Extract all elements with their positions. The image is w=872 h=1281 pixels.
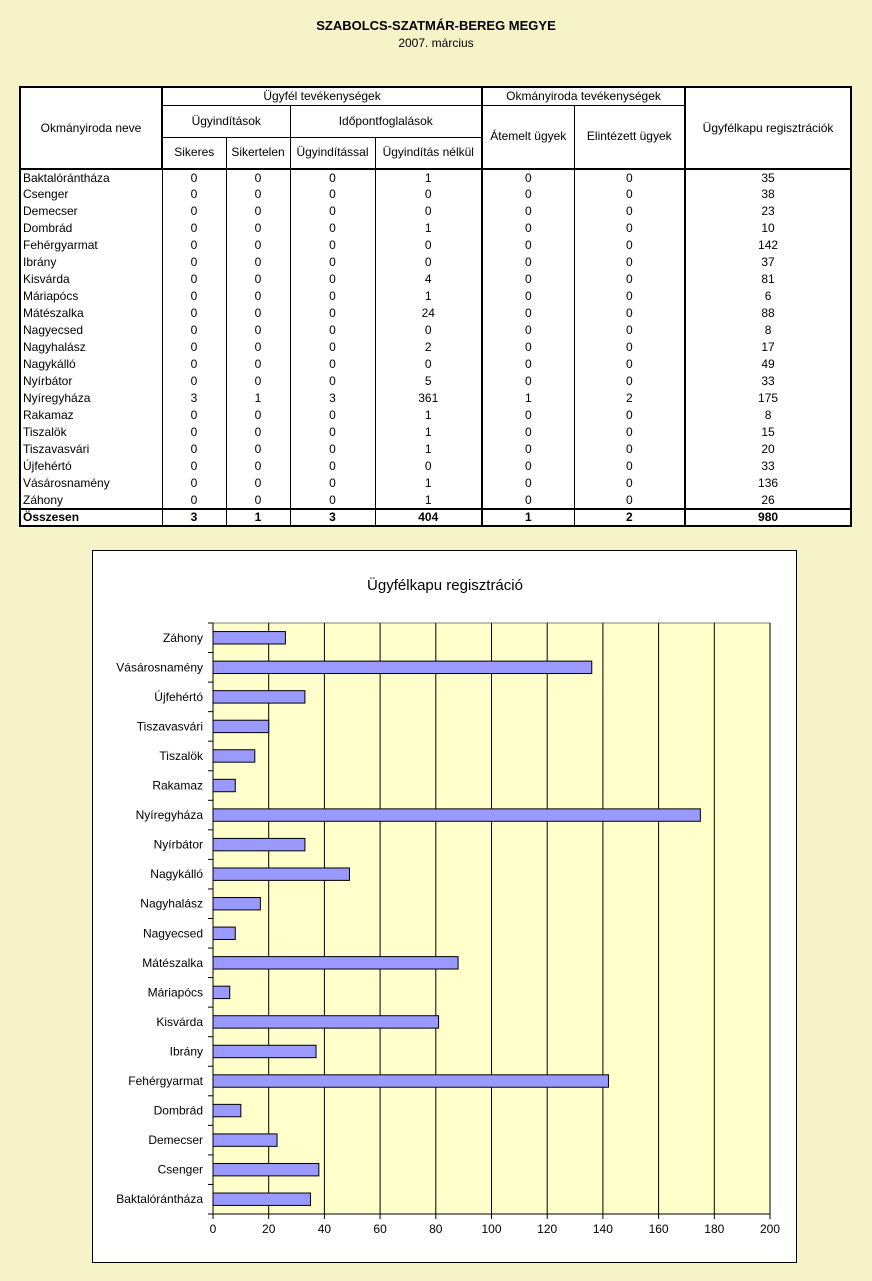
value-cell: 0 [574, 237, 685, 254]
value-cell: 0 [482, 356, 574, 373]
office-name-cell: Vásárosnamény [20, 475, 162, 492]
value-cell: 0 [290, 237, 375, 254]
office-name-cell: Dombrád [20, 220, 162, 237]
value-cell: 0 [290, 288, 375, 305]
value-cell: 10 [685, 220, 851, 237]
value-cell: 0 [482, 237, 574, 254]
bar-chart [93, 551, 798, 1264]
table-row [20, 186, 851, 203]
value-cell: 0 [482, 458, 574, 475]
value-cell: 0 [226, 254, 290, 271]
value-cell: 35 [685, 169, 851, 186]
value-cell: 0 [162, 186, 226, 203]
x-tick-label: 60 [373, 1222, 387, 1236]
office-name-cell: Mátészalka [20, 305, 162, 322]
table-row [20, 220, 851, 237]
header-fail: Sikertelen [226, 137, 290, 169]
value-cell: 0 [290, 407, 375, 424]
value-cell: 0 [290, 186, 375, 203]
bar-nagyecsed [213, 927, 235, 939]
value-cell: 0 [162, 271, 226, 288]
office-name-cell: Demecser [20, 203, 162, 220]
office-name-cell: Nagyhalász [20, 339, 162, 356]
value-cell: 0 [482, 271, 574, 288]
x-tick-label: 120 [537, 1222, 558, 1236]
value-cell: 0 [162, 305, 226, 322]
value-cell: 0 [574, 458, 685, 475]
office-name-cell: Máriapócs [20, 288, 162, 305]
value-cell: 1 [482, 509, 574, 526]
office-name-cell: Újfehértó [20, 458, 162, 475]
table-row [20, 458, 851, 475]
y-tick-label: Dombrád [153, 1103, 203, 1118]
value-cell: 0 [162, 475, 226, 492]
value-cell: 0 [290, 373, 375, 390]
value-cell: 0 [482, 475, 574, 492]
value-cell: 0 [290, 475, 375, 492]
value-cell: 0 [482, 203, 574, 220]
value-cell: 1 [375, 424, 482, 441]
value-cell: 1 [375, 220, 482, 237]
value-cell: 0 [226, 271, 290, 288]
value-cell: 0 [226, 203, 290, 220]
header-without-init: Ügyindítás nélkül [375, 137, 482, 169]
value-cell: 20 [685, 441, 851, 458]
value-cell: 980 [685, 509, 851, 526]
value-cell: 1 [375, 441, 482, 458]
value-cell: 0 [226, 475, 290, 492]
office-name-cell: Rakamaz [20, 407, 162, 424]
value-cell: 0 [162, 203, 226, 220]
value-cell: 0 [574, 441, 685, 458]
header-client-activities: Ügyfél tevékenységek [162, 87, 482, 105]
bar-mátészalka [213, 957, 458, 969]
value-cell: 0 [574, 407, 685, 424]
value-cell: 24 [375, 305, 482, 322]
page-title: SZABOLCS-SZATMÁR-BEREG MEGYE [316, 18, 556, 33]
table-row [20, 305, 851, 322]
value-cell: 142 [685, 237, 851, 254]
header-bookings: Időpontfoglalások [290, 105, 482, 137]
x-tick-label: 0 [209, 1222, 217, 1236]
value-cell: 0 [574, 492, 685, 509]
header-office-activities: Okmányiroda tevékenységek [482, 87, 685, 105]
value-cell: 1 [226, 509, 290, 526]
value-cell: 0 [482, 407, 574, 424]
value-cell: 361 [375, 390, 482, 407]
bar-rakamaz [213, 779, 235, 791]
office-name-cell: Baktalórántháza [20, 169, 162, 186]
value-cell: 0 [574, 305, 685, 322]
value-cell: 0 [162, 169, 226, 186]
value-cell: 0 [375, 237, 482, 254]
value-cell: 0 [574, 254, 685, 271]
y-tick-label: Fehérgyarmat [128, 1074, 203, 1089]
bar-ibrány [213, 1045, 316, 1057]
value-cell: 17 [685, 339, 851, 356]
bar-tiszavasvári [213, 720, 269, 732]
x-tick-label: 200 [759, 1222, 781, 1236]
value-cell: 0 [574, 424, 685, 441]
value-cell: 0 [162, 441, 226, 458]
value-cell: 0 [574, 288, 685, 305]
office-name-cell: Összesen [20, 509, 162, 526]
office-name-cell: Tiszavasvári [20, 441, 162, 458]
bar-fehérgyarmat [213, 1075, 608, 1087]
y-tick-label: Nyíregyháza [135, 808, 203, 823]
value-cell: 0 [162, 407, 226, 424]
value-cell: 37 [685, 254, 851, 271]
value-cell: 0 [482, 288, 574, 305]
value-cell: 3 [162, 509, 226, 526]
value-cell: 404 [375, 509, 482, 526]
value-cell: 0 [482, 424, 574, 441]
bar-vásárosnamény [213, 661, 592, 673]
value-cell: 0 [162, 339, 226, 356]
value-cell: 0 [574, 169, 685, 186]
value-cell: 2 [574, 390, 685, 407]
table-row [20, 322, 851, 339]
value-cell: 0 [375, 254, 482, 271]
bar-záhony [213, 632, 285, 644]
x-tick-label: 180 [704, 1222, 725, 1236]
value-cell: 0 [375, 186, 482, 203]
header-initiations: Ügyindítások [162, 105, 290, 137]
table-row [20, 373, 851, 390]
y-tick-label: Mátészalka [142, 955, 203, 970]
value-cell: 0 [162, 458, 226, 475]
value-cell: 8 [685, 407, 851, 424]
value-cell: 5 [375, 373, 482, 390]
value-cell: 0 [162, 373, 226, 390]
value-cell: 1 [226, 390, 290, 407]
value-cell: 2 [574, 509, 685, 526]
x-tick-label: 80 [429, 1222, 443, 1236]
value-cell: 1 [375, 407, 482, 424]
value-cell: 0 [226, 322, 290, 339]
y-tick-label: Kisvárda [156, 1014, 203, 1029]
office-name-cell: Nagyecsed [20, 322, 162, 339]
value-cell: 0 [375, 356, 482, 373]
bar-demecser [213, 1134, 277, 1146]
value-cell: 0 [574, 475, 685, 492]
value-cell: 0 [226, 424, 290, 441]
value-cell: 0 [226, 305, 290, 322]
value-cell: 1 [375, 169, 482, 186]
y-tick-label: Újfehértó [154, 689, 203, 704]
value-cell: 0 [574, 356, 685, 373]
bar-újfehértó [213, 691, 305, 703]
value-cell: 1 [375, 475, 482, 492]
office-name-cell: Csenger [20, 186, 162, 203]
y-tick-label: Nagyecsed [142, 926, 203, 941]
value-cell: 1 [375, 492, 482, 509]
chart-container [92, 550, 797, 1263]
table-row [20, 254, 851, 271]
x-tick-label: 100 [481, 1222, 502, 1236]
value-cell: 0 [482, 441, 574, 458]
value-cell: 0 [574, 322, 685, 339]
value-cell: 26 [685, 492, 851, 509]
value-cell: 49 [685, 356, 851, 373]
table-row [20, 237, 851, 254]
value-cell: 0 [290, 356, 375, 373]
table-row [20, 271, 851, 288]
bar-nagyhalász [213, 898, 260, 910]
table-row [20, 475, 851, 492]
value-cell: 0 [226, 169, 290, 186]
value-cell: 1 [482, 390, 574, 407]
office-name-cell: Nagykálló [20, 356, 162, 373]
header-with-init: Ügyindítással [290, 137, 375, 169]
y-tick-label: Rakamaz [152, 778, 203, 793]
value-cell: 0 [482, 220, 574, 237]
value-cell: 0 [290, 254, 375, 271]
office-name-cell: Nyírbátor [20, 373, 162, 390]
y-tick-label: Baktalórántháza [116, 1192, 203, 1207]
value-cell: 0 [162, 356, 226, 373]
value-cell: 4 [375, 271, 482, 288]
value-cell: 0 [482, 373, 574, 390]
value-cell: 81 [685, 271, 851, 288]
x-tick-label: 20 [262, 1222, 276, 1236]
value-cell: 0 [226, 373, 290, 390]
value-cell: 0 [162, 322, 226, 339]
header-success: Sikeres [162, 137, 226, 169]
office-name-cell: Fehérgyarmat [20, 237, 162, 254]
value-cell: 6 [685, 288, 851, 305]
value-cell: 3 [290, 390, 375, 407]
value-cell: 88 [685, 305, 851, 322]
bar-kisvárda [213, 1016, 439, 1028]
value-cell: 0 [482, 186, 574, 203]
value-cell: 0 [290, 458, 375, 475]
y-tick-label: Nagyhalász [140, 896, 203, 911]
value-cell: 0 [482, 492, 574, 509]
bar-máriapócs [213, 986, 230, 998]
value-cell: 0 [290, 322, 375, 339]
office-name-cell: Ibrány [20, 254, 162, 271]
value-cell: 0 [290, 203, 375, 220]
value-cell: 0 [226, 458, 290, 475]
office-name-cell: Záhony [20, 492, 162, 509]
value-cell: 23 [685, 203, 851, 220]
value-cell: 1 [375, 288, 482, 305]
value-cell: 0 [375, 458, 482, 475]
value-cell: 0 [162, 237, 226, 254]
bar-baktalórántháza [213, 1193, 310, 1205]
value-cell: 0 [482, 305, 574, 322]
value-cell: 0 [290, 441, 375, 458]
value-cell: 0 [226, 492, 290, 509]
bar-csenger [213, 1163, 319, 1175]
value-cell: 15 [685, 424, 851, 441]
chart-title: Ügyfélkapu regisztráció [367, 577, 523, 594]
header-office-name: Okmányiroda neve [20, 87, 162, 169]
value-cell: 3 [290, 509, 375, 526]
value-cell: 175 [685, 390, 851, 407]
bar-nagykálló [213, 868, 349, 880]
total-row [20, 509, 851, 526]
value-cell: 33 [685, 373, 851, 390]
table-row [20, 356, 851, 373]
value-cell: 38 [685, 186, 851, 203]
value-cell: 0 [574, 373, 685, 390]
statistics-table [19, 86, 852, 527]
y-tick-label: Máriapócs [147, 985, 203, 1000]
table-row [20, 339, 851, 356]
value-cell: 136 [685, 475, 851, 492]
y-tick-label: Ibrány [169, 1044, 203, 1059]
value-cell: 0 [290, 424, 375, 441]
value-cell: 0 [290, 305, 375, 322]
value-cell: 0 [226, 237, 290, 254]
table-row [20, 492, 851, 509]
value-cell: 0 [375, 322, 482, 339]
value-cell: 0 [574, 203, 685, 220]
value-cell: 0 [290, 169, 375, 186]
value-cell: 2 [375, 339, 482, 356]
value-cell: 0 [375, 203, 482, 220]
table-row [20, 390, 851, 407]
value-cell: 0 [574, 339, 685, 356]
bar-dombrád [213, 1104, 241, 1116]
value-cell: 0 [482, 254, 574, 271]
value-cell: 0 [574, 271, 685, 288]
x-tick-label: 40 [317, 1222, 332, 1236]
value-cell: 3 [162, 390, 226, 407]
value-cell: 0 [162, 492, 226, 509]
value-cell: 0 [290, 339, 375, 356]
header-registrations: Ügyfélkapu regisztrációk [685, 87, 851, 169]
value-cell: 33 [685, 458, 851, 475]
value-cell: 0 [162, 220, 226, 237]
value-cell: 0 [574, 186, 685, 203]
value-cell: 0 [162, 424, 226, 441]
y-tick-label: Vásárosnamény [116, 660, 203, 675]
office-name-cell: Tiszalök [20, 424, 162, 441]
value-cell: 0 [226, 441, 290, 458]
office-name-cell: Nyíregyháza [20, 390, 162, 407]
header-transferred: Átemelt ügyek [482, 105, 574, 169]
y-tick-label: Nyírbátor [153, 837, 203, 852]
office-name-cell: Kisvárda [20, 271, 162, 288]
value-cell: 0 [226, 288, 290, 305]
y-tick-label: Csenger [157, 1162, 203, 1177]
y-tick-label: Tiszalök [159, 748, 203, 763]
value-cell: 0 [290, 492, 375, 509]
x-tick-label: 160 [648, 1222, 669, 1236]
header-completed: Elintézett ügyek [574, 105, 685, 169]
value-cell: 0 [226, 407, 290, 424]
value-cell: 0 [482, 339, 574, 356]
value-cell: 0 [226, 186, 290, 203]
value-cell: 0 [574, 220, 685, 237]
value-cell: 0 [482, 322, 574, 339]
table-row [20, 288, 851, 305]
bar-nyírbátor [213, 838, 305, 850]
value-cell: 0 [226, 339, 290, 356]
value-cell: 8 [685, 322, 851, 339]
value-cell: 0 [482, 169, 574, 186]
value-cell: 0 [226, 356, 290, 373]
table-row [20, 441, 851, 458]
table-row [20, 169, 851, 186]
y-tick-label: Demecser [148, 1133, 203, 1148]
bar-nyíregyháza [213, 809, 700, 821]
x-tick-label: 140 [592, 1222, 613, 1236]
table-row [20, 407, 851, 424]
y-tick-label: Záhony [162, 630, 203, 645]
page-subtitle: 2007. március [398, 36, 474, 50]
value-cell: 0 [290, 271, 375, 288]
y-tick-label: Tiszavasvári [136, 719, 203, 734]
table-row [20, 203, 851, 220]
value-cell: 0 [162, 288, 226, 305]
value-cell: 0 [290, 220, 375, 237]
y-tick-label: Nagykálló [150, 867, 203, 882]
value-cell: 0 [162, 254, 226, 271]
table-row [20, 424, 851, 441]
value-cell: 0 [226, 220, 290, 237]
bar-tiszalök [213, 750, 255, 762]
